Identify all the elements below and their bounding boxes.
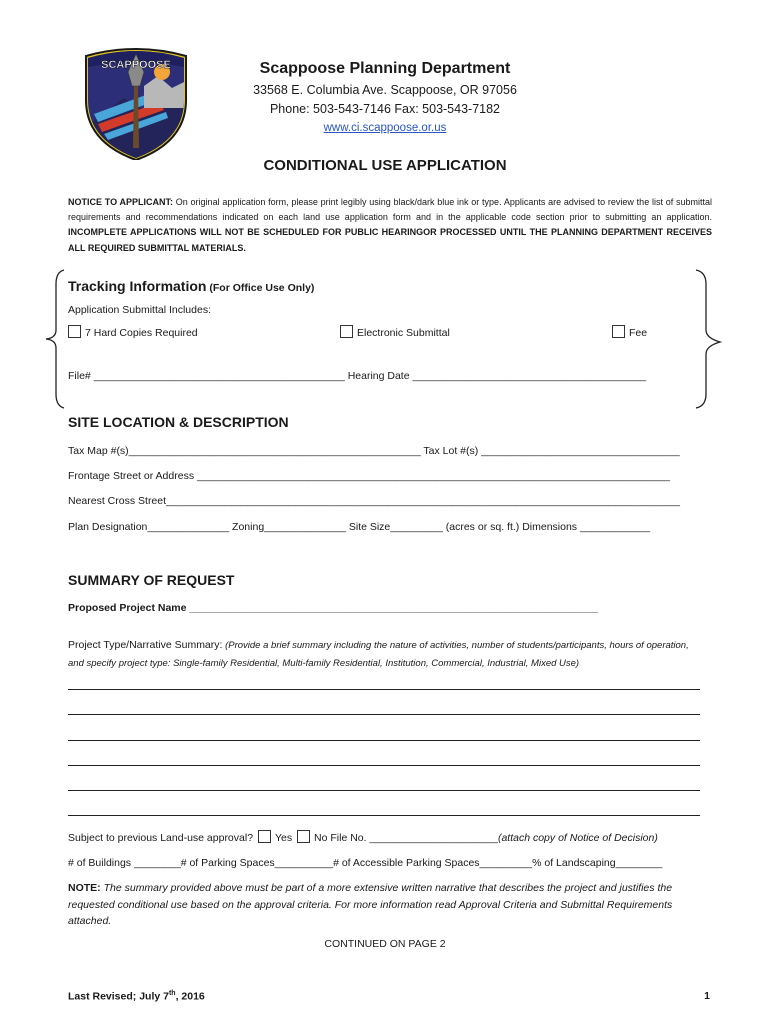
plan-row: [68, 521, 650, 533]
narrative-line[interactable]: [68, 765, 700, 766]
summary-note: [68, 880, 698, 930]
narrative-line[interactable]: [68, 740, 700, 741]
tracking-heading-note: (For Office Use Only): [206, 282, 315, 294]
narrative-line[interactable]: [68, 714, 700, 715]
prior-approval-row: [68, 830, 658, 844]
acres-unit-label: (acres or sq. ft.): [442, 521, 520, 533]
dimensions-field[interactable]: Dimensions ____________: [519, 521, 651, 533]
file-hearing-row: [68, 370, 646, 382]
note-text: The summary provided above must be part of a more extensive written narrative that describes the project and justifies the requested conditional use based on the approval criteria. For more information read Approval Criteria and Submittal Requirements attached.: [68, 882, 673, 927]
no-file-label: No File No.: [314, 832, 370, 844]
prior-approval-label: Subject to previous Land-use approval?: [68, 832, 254, 844]
submittal-includes-label: Application Submittal Includes:: [68, 304, 211, 316]
fee-label: Fee: [629, 327, 648, 339]
summary-heading: SUMMARY OF REQUEST: [68, 572, 235, 588]
narrative-line[interactable]: [68, 815, 700, 816]
continued-notice: CONTINUED ON PAGE 2: [324, 938, 446, 950]
hard-copies-checkbox[interactable]: [68, 325, 81, 338]
tax-row: [68, 445, 680, 457]
last-revised: [68, 990, 205, 1003]
narrative-summary: [68, 637, 704, 672]
prior-file-number-field[interactable]: ______________________: [369, 832, 498, 844]
tracking-left-brace: [42, 268, 68, 415]
revised-superscript: th: [168, 990, 176, 997]
fee-option: [612, 325, 647, 339]
counts-row: [68, 857, 662, 869]
notice-to-applicant: [68, 195, 712, 256]
electronic-submittal-checkbox[interactable]: [340, 325, 353, 338]
org-phone-fax: Phone: 503-543-7146 Fax: 503-543-7182: [269, 102, 501, 116]
parking-spaces-field[interactable]: # of Parking Spaces__________: [180, 857, 334, 869]
plan-designation-field[interactable]: Plan Designation______________: [68, 521, 230, 533]
landscaping-field[interactable]: % of Landscaping________: [532, 857, 663, 869]
hearing-date-field[interactable]: Hearing Date ________________________________________: [344, 370, 647, 382]
accessible-parking-field[interactable]: # of Accessible Parking Spaces_________: [333, 857, 533, 869]
notice-bold-text: INCOMPLETE APPLICATIONS WILL NOT BE SCHEDULED FOR PUBLIC HEARINGOR PROCESSED UNTIL THE PLANNING DEPARTMENT RECEIVES ALL REQUIRED SUBMITTAL MATERIALS.: [68, 227, 712, 253]
revised-year: , 2016: [175, 990, 205, 1003]
tracking-heading-text: Tracking Information: [68, 278, 207, 294]
electronic-submittal-option: [340, 325, 450, 339]
narrative-hint: (Provide a brief summary including the nature of activities, number of students/participants, hours of operation, and specify project type: Single-family Residential, Multi-family Residential, Institution, Commercial, Industrial, Mixed Use): [68, 640, 689, 669]
org-name: Scappoose Planning Department: [259, 60, 511, 77]
zoning-field[interactable]: Zoning______________: [229, 521, 346, 533]
no-checkbox[interactable]: [297, 830, 310, 843]
frontage-street-field[interactable]: Frontage Street or Address _________________________________________________________________________________: [68, 470, 670, 482]
cross-street-field[interactable]: Nearest Cross Street________________________________________________________________________________________: [68, 495, 680, 507]
tracking-heading: [68, 278, 314, 296]
hard-copies-option: [68, 325, 198, 339]
buildings-field[interactable]: # of Buildings ________: [68, 857, 181, 869]
file-number-field[interactable]: File# ___________________________________________: [68, 370, 345, 382]
narrative-line[interactable]: [68, 689, 700, 690]
narrative-label: Project Type/Narrative Summary:: [68, 639, 223, 651]
electronic-submittal-label: Electronic Submittal: [357, 327, 450, 339]
application-title: CONDITIONAL USE APPLICATION: [263, 157, 507, 174]
notice-text: On original application form, please print legibly using black/dark blue ink or type. Applicants are advised to review the list of submittal requirements and recommendations indicated on each land use application form and in the applicable code section prior to submitting an application.: [68, 197, 712, 223]
revised-label: Last Revised; July 7: [68, 990, 169, 1003]
page-number: 1: [704, 990, 710, 1002]
attach-note: (attach copy of Notice of Decision): [497, 832, 658, 844]
fee-checkbox[interactable]: [612, 325, 625, 338]
yes-label: Yes: [274, 832, 293, 844]
tax-lot-field[interactable]: Tax Lot #(s) __________________________________: [420, 445, 680, 457]
project-name-field[interactable]: Proposed Project Name ______________________________________________________________________: [68, 602, 599, 614]
org-address: 33568 E. Columbia Ave. Scappoose, OR 97056: [253, 83, 517, 97]
site-size-field[interactable]: Site Size_________: [345, 521, 443, 533]
tax-map-field[interactable]: Tax Map #(s)__________________________________________________: [68, 445, 421, 457]
site-heading: SITE LOCATION & DESCRIPTION: [68, 414, 289, 430]
narrative-line[interactable]: [68, 790, 700, 791]
note-label: NOTE:: [68, 882, 101, 894]
hard-copies-label: 7 Hard Copies Required: [85, 327, 198, 339]
website-link[interactable]: www.ci.scappoose.or.us: [323, 122, 447, 134]
yes-checkbox[interactable]: [258, 830, 271, 843]
notice-label: NOTICE TO APPLICANT:: [68, 197, 174, 207]
tracking-right-brace: [692, 268, 726, 415]
logo-text: SCAPPOOSE: [101, 59, 171, 71]
